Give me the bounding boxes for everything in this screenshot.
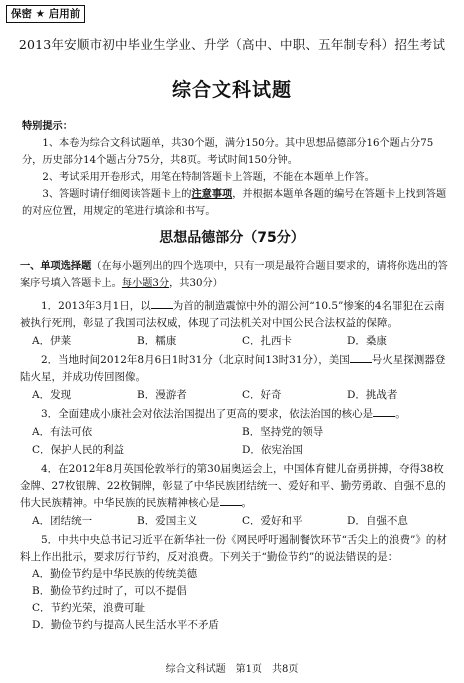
option-d: D．挑战者	[347, 389, 398, 401]
question-2	[20, 352, 452, 404]
notes-heading: 特别提示：	[22, 121, 73, 132]
option-c: C．爱好和平	[242, 515, 303, 527]
note-item-1: 1、本卷为综合文科试题单，共30个题，满分150分。其中思想品德部分16个题占分75分，历史部分14个题占分75分，共8页。考试时间150分钟。	[22, 138, 434, 166]
part1-heading: 一、单项选择题	[20, 261, 92, 272]
option-c: C．节约光荣，浪费可耻	[32, 602, 146, 614]
part1-instruction-emphasis: 每小题3分	[121, 278, 170, 289]
options-list	[20, 566, 452, 634]
question-1	[20, 298, 452, 350]
stem-text-pre: 1．2013年3月1日，以	[41, 300, 151, 312]
option-a: A．团结统一	[32, 515, 93, 527]
option-b: B．爱国主义	[137, 515, 198, 527]
answer-blank	[350, 352, 372, 363]
answer-blank	[220, 495, 242, 506]
option-a: A．勤俭节约是中华民族的传统美德	[32, 568, 198, 580]
confidential-badge: 保密 ★ 启用前	[6, 5, 85, 23]
stem-text-post: 。	[241, 497, 252, 509]
question-5	[20, 532, 452, 634]
special-notes	[22, 118, 448, 220]
options-row	[20, 332, 452, 350]
subject-title: 综合文科试题	[171, 79, 292, 101]
note-item-3-emphasis: 注意事项	[191, 188, 233, 200]
option-d: D．依宪治国	[242, 444, 303, 456]
stem-text-post: 为首的制造震惊中外的湄公河“10.5”惨案的4名罪犯在云南被执行死刑，彰显了我国司法权威，体现了司法机关对中国公民合法权益的保障。	[20, 300, 445, 329]
option-a: A．发现	[32, 389, 72, 401]
option-b: B．漫游者	[137, 389, 187, 401]
note-item-2: 2、考试采用开卷形式，用笔在特制答题卡上答题，不能在本题单上作答。	[42, 172, 375, 183]
option-d: D．自强不息	[347, 515, 408, 527]
option-a: A．伊莱	[32, 335, 72, 347]
option-a: A．有法可依	[32, 426, 93, 438]
question-list	[20, 298, 452, 636]
option-c: C．保护人民的利益	[32, 444, 125, 456]
part1-instruction-pre: （在每小题列出的四个选项中，只有一项是最符合题目要求的，请将你选出的答案序号填入答题卡上。	[20, 261, 448, 289]
option-d: D．桑康	[347, 335, 387, 347]
options-row	[20, 423, 452, 441]
options-row	[20, 441, 452, 459]
answer-blank	[151, 298, 173, 309]
exam-title: 2013年安顺市初中毕业生学业、升学（高中、中职、五年制专科）招生考试	[18, 37, 446, 52]
note-item-3-post: ，并根据本题单各题的编号在答题卡上找到答题的对应位置，用规定的笔进行填涂和书写。	[22, 189, 447, 217]
section-title: 思想品德部分（75分）	[159, 230, 305, 246]
question-stem	[20, 461, 452, 512]
page-footer: 综合文科试题 第1页 共8页	[165, 664, 299, 675]
question-stem	[20, 406, 452, 423]
stem-text-pre: 5．中共中央总书记习近平在新华社一份《网民呼吁遏制餐饮环节“舌尖上的浪费”》的材料上作出批示，要求厉行节约，反对浪费。下列关于“勤俭节约”的说法错误的是：	[20, 534, 447, 563]
options-row	[20, 386, 452, 404]
question-stem	[20, 532, 452, 566]
option-d: D．勤俭节约与提高人民生活水平不矛盾	[32, 619, 219, 631]
question-4	[20, 461, 452, 530]
stem-text-pre: 3．全面建成小康社会对依法治国提出了更高的要求，依法治国的核心是	[41, 408, 374, 420]
question-3	[20, 406, 452, 459]
option-c: C．扎西卡	[242, 335, 293, 347]
stem-text-post: 号火星探测器登陆火星，并成功传回图像。	[20, 354, 446, 383]
stem-text-post: 。	[395, 408, 406, 420]
stem-text-pre: 2．当地时间2012年8月6日1时31分（北京时间13时31分），美国	[41, 354, 350, 366]
part1-header	[20, 258, 448, 292]
stem-text-pre: 4．在2012年8月英国伦敦举行的第30届奥运会上，中国体育健儿奋勇拼搏，夺得38枚金牌、27枚银牌、22枚铜牌，彰显了中华民族团结统一、爱好和平、勤劳勇敢、自强不息的伟大民族精神。中华民族的民族精神核心是	[20, 463, 446, 509]
option-b: B．坚持党的领导	[242, 426, 324, 438]
part1-instruction-post: ，共30分）	[169, 278, 223, 289]
option-b: B．勤俭节约过时了，可以不提倡	[32, 585, 187, 597]
note-item-3	[22, 186, 448, 220]
question-stem	[20, 352, 452, 386]
option-c: C．好奇	[242, 389, 282, 401]
note-item-3-pre: 3、答题时请仔细阅读答题卡上的	[42, 189, 192, 200]
answer-blank	[373, 406, 395, 417]
options-row	[20, 512, 452, 530]
option-b: B．糯康	[137, 335, 177, 347]
question-stem	[20, 298, 452, 332]
